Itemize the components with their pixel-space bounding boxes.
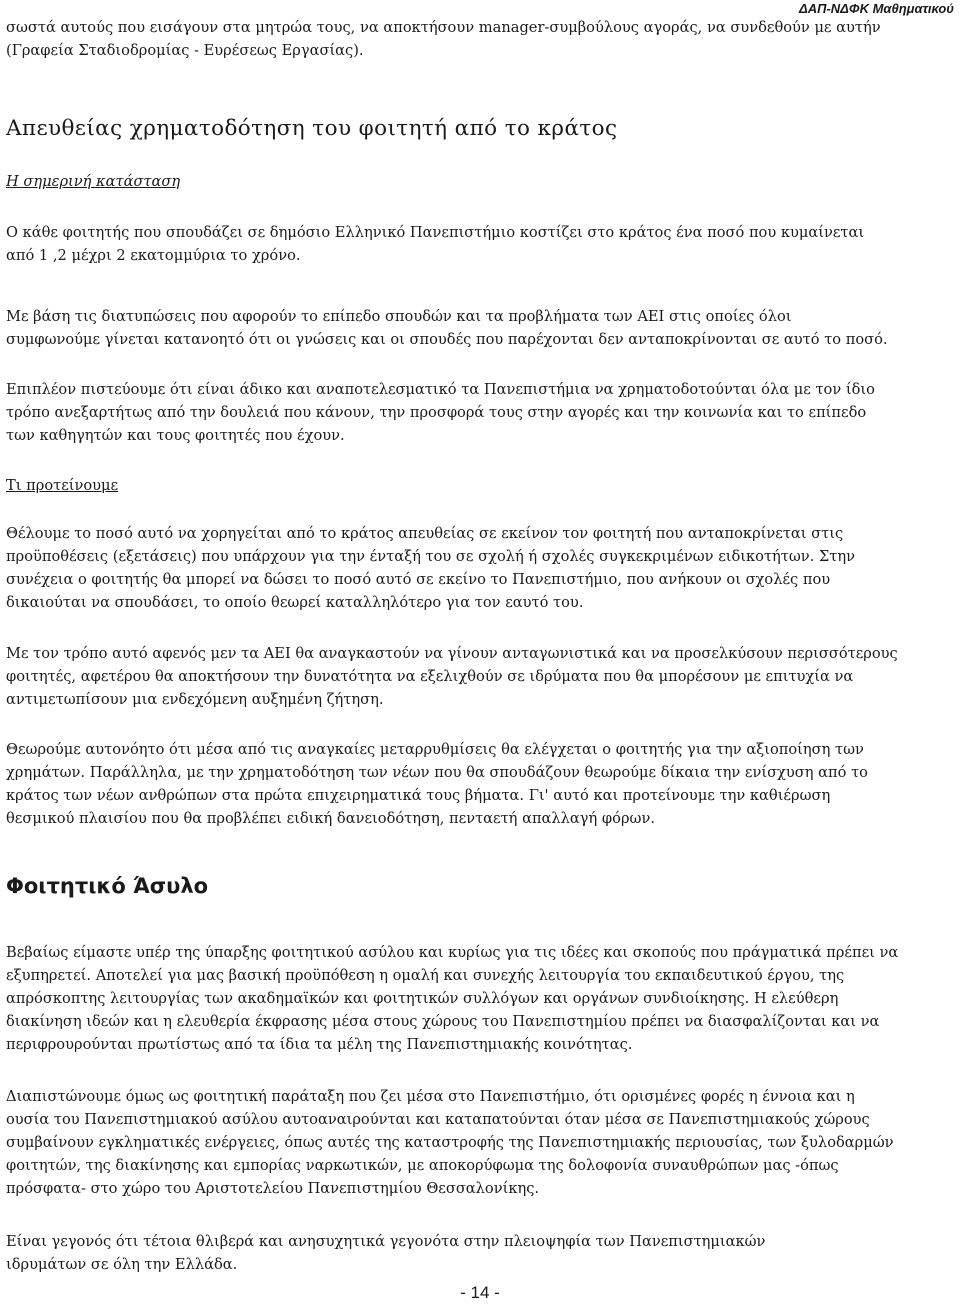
text-line: συμφωνούμε γίνεται κατανοητό ότι οι γνώσεις και οι σπουδές που παρέχονται δεν ανταποκρίνονται σε αυτό το ποσό. xyxy=(6,331,888,348)
text-line: Με τον τρόπο αυτό αφενός μεν τα ΑΕΙ θα αναγκαστούν να γίνουν ανταγωνιστικά και να προσελκύσουν περισσότερους xyxy=(6,645,898,662)
text-line: δικαιούται να σπουδάσει, το οποίο θεωρεί καταλληλότερο για τον εαυτό του. xyxy=(6,594,584,611)
section-title: Φοιτητικό Άσυλο xyxy=(6,874,209,898)
paragraph xyxy=(6,305,954,351)
intro-paragraph xyxy=(6,16,954,62)
section-subtitle xyxy=(6,474,954,497)
text-line: εξυπηρετεί. Αποτελεί για μας βασική προϋπόθεση η ομαλή και συνεχής λειτουργία του εκπαιδευτικού έργου, της xyxy=(6,967,845,984)
intro-line: σωστά αυτούς που εισάγουν στα μητρώα τους, να αποκτήσουν manager-συμβούλους αγοράς, να συνδεθούν με αυτήν xyxy=(6,19,881,36)
text-line: τρόπο ανεξαρτήτως από την δουλειά που κάνουν, την προσφορά τους στην αγορές και την κοινωνία και το επίπεδο xyxy=(6,404,867,421)
text-line: φοιτητές, αφετέρου θα αποκτήσουν την δυνατότητα να εξελιχθούν σε ιδρύματα που θα μπορέσουν με επιτυχία να xyxy=(6,668,854,685)
subtitle-proposal: Τι προτείνουμε xyxy=(6,477,119,494)
paragraph xyxy=(6,522,954,614)
text-line: χρημάτων. Παράλληλα, με την χρηματοδότηση των νέων που θα σπουδάζουν θεωρούμε δίκαια την ενίσχυση από το xyxy=(6,764,868,781)
text-line: Ο κάθε φοιτητής που σπουδάζει σε δημόσιο Ελληνικό Πανεπιστήμιο κοστίζει στο κράτος ένα ποσό που κυμαίνεται xyxy=(6,224,865,241)
section-title: Απευθείας χρηματοδότηση του φοιτητή από το κράτος xyxy=(6,116,618,141)
paragraph xyxy=(6,642,954,711)
intro-line: (Γραφεία Σταδιοδρομίας - Ευρέσεως Εργασίας). xyxy=(6,42,364,59)
text-line: κράτος των νέων ανθρώπων στα πρώτα επιχειρηματικά τους βήματα. Γι' αυτό και προτείνουμε την καθιέρωση xyxy=(6,787,831,804)
text-line: διακίνηση ιδεών και η ελευθερία έκφρασης μέσα στους χώρους του Πανεπιστημίου πρέπει να διασφαλίζονται και να xyxy=(6,1013,880,1030)
text-line: αντιμετωπίσουν μια ενδεχόμενη αυξημένη ζήτηση. xyxy=(6,691,384,708)
text-line: φοιτητών, της διακίνησης και εμπορίας ναρκωτικών, με αποκορύφωμα της δολοφονία συναυθρώπων μας -όπως xyxy=(6,1157,839,1174)
paragraph xyxy=(6,738,954,830)
paragraph xyxy=(6,221,954,267)
text-line: Με βάση τις διατυπώσεις που αφορούν το επίπεδο σπουδών και τα προβλήματα των ΑΕΙ στις οποίες όλοι xyxy=(6,308,792,325)
document-header: ΔΑΠ-ΝΔΦΚ Μαθηματικού xyxy=(799,1,954,16)
text-line: ιδρυμάτων σε όλη την Ελλάδα. xyxy=(6,1256,238,1273)
text-line: ουσία του Πανεπιστημιακού ασύλου αυτοαναιρούνται και καταπατούνται όταν μέσα σε Πανεπιστημιακούς χώρους xyxy=(6,1111,870,1128)
paragraph xyxy=(6,1230,954,1276)
text-line: θεσμικού πλαισίου που θα προβλέπει ειδική δανειοδότηση, πενταετή απαλλαγή φόρων. xyxy=(6,810,655,827)
text-line: πρόσφατα- στο χώρο του Αριστοτελείου Πανεπιστημίου Θεσσαλονίκης. xyxy=(6,1180,540,1197)
page-number: - 14 - xyxy=(460,1283,500,1302)
text-line: συνέχεια ο φοιτητής θα μπορεί να δώσει το ποσό αυτό σε εκείνο το Πανεπιστήμιο, που ανήκουν οι σχολές που xyxy=(6,571,831,588)
text-line: Βεβαίως είμαστε υπέρ της ύπαρξης φοιτητικού ασύλου και κυρίως για τις ιδέες και σκοπούς που πράγματικά πρέπει να xyxy=(6,944,899,961)
text-line: Θεωρούμε αυτονόητο ότι μέσα από τις αναγκαίες μεταρρυθμίσεις θα ελέγχεται ο φοιτητής για την αξιοποίηση των xyxy=(6,741,864,758)
paragraph xyxy=(6,378,954,447)
text-line: συμβαίνουν εγκληματικές ενέργειες, όπως αυτές της καταστροφής της Πανεπιστημιακής περιουσίας, των ξυλοδαρμών xyxy=(6,1134,894,1151)
text-line: απρόσκοπτης λειτουργίας των ακαδημαϊκών και φοιτητικών συλλόγων και οργάνων συνδιοίκησης. Η ελεύθερη xyxy=(6,990,839,1007)
text-line: προϋποθέσεις (εξετάσεις) που υπάρχουν για την ένταξή του σε σχολή ή σχολές συγκεκριμένων ειδικοτήτων. Στην xyxy=(6,548,856,565)
text-line: Είναι γεγονός ότι τέτοια θλιβερά και ανησυχητικά γεγονότα στην πλειοψηφία των Πανεπιστημιακών xyxy=(6,1233,766,1250)
paragraph xyxy=(6,941,954,1056)
section-subtitle xyxy=(6,170,954,193)
text-line: Επιπλέον πιστεύουμε ότι είναι άδικο και αναποτελεσματικό τα Πανεπιστήμια να χρηματοδοτούνται όλα με τον ίδιο xyxy=(6,381,875,398)
paragraph xyxy=(6,1085,954,1200)
text-line: περιφρουρούνται πρωτίστως από τα ίδια τα μέλη της Πανεπιστημιακής κοινότητας. xyxy=(6,1036,633,1053)
text-line: Θέλουμε το ποσό αυτό να χορηγείται από το κράτος απευθείας σε εκείνον τον φοιτητή που ανταποκρίνεται στις xyxy=(6,525,844,542)
subtitle-current-status: Η σημερινή κατάσταση xyxy=(6,173,181,190)
text-line: Διαπιστώνουμε όμως ως φοιτητική παράταξη που ζει μέσα στο Πανεπιστήμιο, ότι ορισμένες φορές η έννοια και η xyxy=(6,1088,855,1105)
text-line: των καθηγητών και τους φοιτητές που έχουν. xyxy=(6,427,345,444)
text-line: από 1 ,2 μέχρι 2 εκατομμύρια το χρόνο. xyxy=(6,247,301,264)
